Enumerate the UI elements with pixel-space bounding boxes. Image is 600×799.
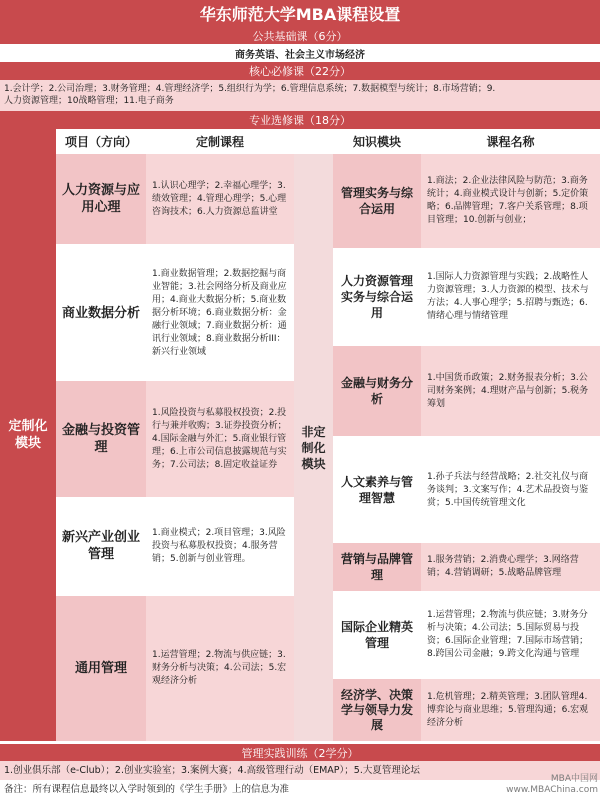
practice-content-text: 1.创业俱乐部（e-Club）；2.创业实验室；3.案例大赛；4.高级管理行动（EMAP）；5.大夏管理论坛 (4, 765, 420, 776)
noncustom-row-1 (333, 251, 600, 343)
custom-row-direction (56, 596, 146, 741)
custom-row-courses-text: 1.认识心理学；2.幸福心理学；3.绩效管理；4.管理心理学；5.心理咨询技术；6.人力资源总监讲堂 (152, 180, 287, 217)
custom-module-label (0, 129, 56, 741)
public-basic-content (0, 44, 600, 62)
elective-header (0, 111, 600, 129)
custom-row-direction-text: 商业数据分析 (62, 305, 141, 321)
noncustom-row-3 (333, 440, 600, 540)
noncustom-row-module (333, 679, 421, 741)
noncustom-row-courses-text: 1.商法；2.企业法律风险与防范；3.商务统计；4.商业模式设计与创新；5.定价策略；6.品牌管理；7.客户关系管理；8.项目管理；10.创新与创业； (427, 176, 589, 225)
custom-row-courses-text: 1.商业模式；2.项目管理；3.风险投资与私募股权投资；4.服务营销；5.创新与创业管理。 (152, 527, 286, 564)
custom-row-courses-text: 1.风险投资与私募股权投资；2.投行与兼并收购；3.证券投资分析；4.国际金融与外汇；5.商业银行管理；6.上市公司信息披露规范与实务；7.公司法；8.固定收益证券 (152, 407, 287, 470)
custom-row-3 (56, 500, 294, 592)
public-basic-header (0, 27, 600, 44)
public-basic-content-text: 商务英语、社会主义市场经济 (235, 49, 365, 61)
noncustom-row-6 (333, 679, 600, 741)
elective-header-text: 专业选修课（18分） (249, 114, 351, 127)
col-header-knowledge (333, 129, 421, 154)
noncustom-row-courses (421, 346, 600, 436)
custom-row-direction (56, 500, 146, 592)
custom-row-courses (146, 248, 294, 378)
noncustom-row-module (333, 543, 421, 591)
noncustom-row-module (333, 346, 421, 436)
custom-row-direction-text: 金融与投资管理 (62, 423, 141, 455)
custom-row-direction (56, 154, 146, 244)
noncustom-row-courses (421, 543, 600, 591)
custom-row-4 (56, 596, 294, 741)
noncustom-row-module (333, 251, 421, 343)
col-header-course-name (421, 129, 600, 154)
noncustom-row-courses-text: 1.孙子兵法与经营战略；2.社交礼仪与商务谈判；3.文案写作；4.艺术品投资与鉴赏；5.中国传统管理文化 (427, 471, 589, 508)
watermark (486, 774, 598, 798)
col-header-course-name-text: 课程名称 (486, 135, 535, 149)
noncustom-row-module-text: 经济学、决策学与领导力发展 (340, 687, 413, 732)
custom-row-direction (56, 248, 146, 378)
custom-row-courses (146, 596, 294, 741)
custom-row-courses (146, 381, 294, 497)
custom-row-direction-text: 通用管理 (74, 661, 127, 676)
col-header-custom (146, 129, 294, 154)
core-header (0, 62, 600, 80)
noncustom-row-5 (333, 594, 600, 676)
custom-row-courses-text: 1.商业数据管理；2.数据挖掘与商业智能；3.社会网络分析及商业应用；4.商业大数据分析；5.商业数据分析环境；6.商业数据分析：金融行业领域；7.商业数据分析：通讯行业领域；8.商业数据分析III：新兴行业领域 (152, 268, 287, 357)
col-header-project-text: 项目（方向） (64, 135, 137, 149)
noncustom-row-module-text: 金融与财务分析 (340, 376, 413, 406)
col-header-custom-text: 定制课程 (195, 135, 244, 149)
noncustom-row-module (333, 440, 421, 540)
custom-row-0 (56, 154, 294, 244)
noncustom-row-module-text: 人文素养与管理智慧 (340, 475, 413, 505)
noncustom-row-courses (421, 440, 600, 540)
noncustom-row-2 (333, 346, 600, 436)
core-line-1: 1.会计学；2.公司治理；3.财务管理；4.管理经济学；5.组织行为学；6.管理信息系统；7.数据模型与统计；8.市场营销；9. (4, 84, 496, 94)
custom-row-direction-text: 新兴产业创业管理 (62, 530, 141, 562)
noncustom-row-courses-text: 1.国际人力资源管理与实践；2.战略性人力资源管理；3.人力资源的模型、技术与方法；4.人事心理学；5.招聘与甄选；6.情绪心理与情绪管理 (427, 272, 589, 321)
custom-row-courses (146, 500, 294, 592)
noncustom-row-0 (333, 154, 600, 248)
noncustom-row-courses (421, 594, 600, 676)
noncustom-row-module-text: 国际企业精英管理 (340, 620, 413, 650)
custom-row-1 (56, 248, 294, 378)
noncustom-row-courses-text: 1.中国货币政策；2.财务报表分析；3.公司财务案例；4.理财产品与创新；5.税务筹划 (427, 372, 589, 409)
custom-row-direction-text: 人力资源与应用心理 (62, 183, 141, 215)
custom-row-courses (146, 154, 294, 244)
col-header-knowledge-text: 知识模块 (352, 135, 401, 149)
noncustom-row-courses-text: 1.运营管理；2.物流与供应链；3.财务分析与决策；4.公司法；5.国际贸易与投资；6.国际企业管理；7.国际市场营销；8.跨国公司金融；9.跨文化沟通与管理 (427, 610, 589, 659)
custom-module-label-text: 定制化模块 (8, 419, 48, 451)
noncustom-row-module (333, 154, 421, 248)
custom-row-2 (56, 381, 294, 497)
page-title (0, 0, 600, 27)
page-title-text: 华东师范大学MBA课程设置 (199, 5, 401, 24)
noncustom-row-courses (421, 679, 600, 741)
noncustom-row-courses-text: 1.危机管理；2.精英管理；3.团队管理4.博弈论与商业思维；5.管理沟通；6.宏观经济分析 (427, 691, 589, 728)
core-line-2: 人力资源管理；10战略管理；11.电子商务 (4, 96, 174, 106)
noncustom-row-courses (421, 154, 600, 248)
watermark-line-2: www.MBAChina.com (506, 785, 598, 795)
watermark-line-1: MBA中国网 (550, 774, 598, 784)
noncustom-row-courses-text: 1.服务营销；2.消费心理学；3.网络营销；4.营销调研；5.战略品牌管理 (427, 555, 579, 578)
core-content (0, 80, 600, 111)
noncustom-module-label (294, 154, 333, 741)
practice-header-text: 管理实践训练（2学分） (241, 746, 359, 760)
noncustom-row-courses (421, 251, 600, 343)
noncustom-row-4 (333, 543, 600, 591)
core-header-text: 核心必修课（22分） (249, 65, 351, 78)
custom-row-courses-text: 1.运营管理；2.物流与供应链；3.财务分析与决策；4.公司法；5.宏观经济分析 (152, 650, 287, 686)
public-basic-header-text: 公共基础课（6分） (252, 29, 348, 43)
custom-row-direction (56, 381, 146, 497)
noncustom-module-label-text: 非定制化模块 (301, 424, 326, 471)
noncustom-row-module-text: 营销与品牌管理 (340, 552, 413, 582)
noncustom-row-module (333, 594, 421, 676)
noncustom-row-module-text: 人力资源管理实务与综合运用 (340, 274, 413, 320)
practice-header (0, 744, 600, 761)
footnote-text: 备注：所有课程信息最终以入学时领到的《学生手册》上的信息为准 (4, 784, 290, 795)
noncustom-row-module-text: 管理实务与综合运用 (340, 186, 413, 216)
col-header-project (56, 129, 146, 154)
